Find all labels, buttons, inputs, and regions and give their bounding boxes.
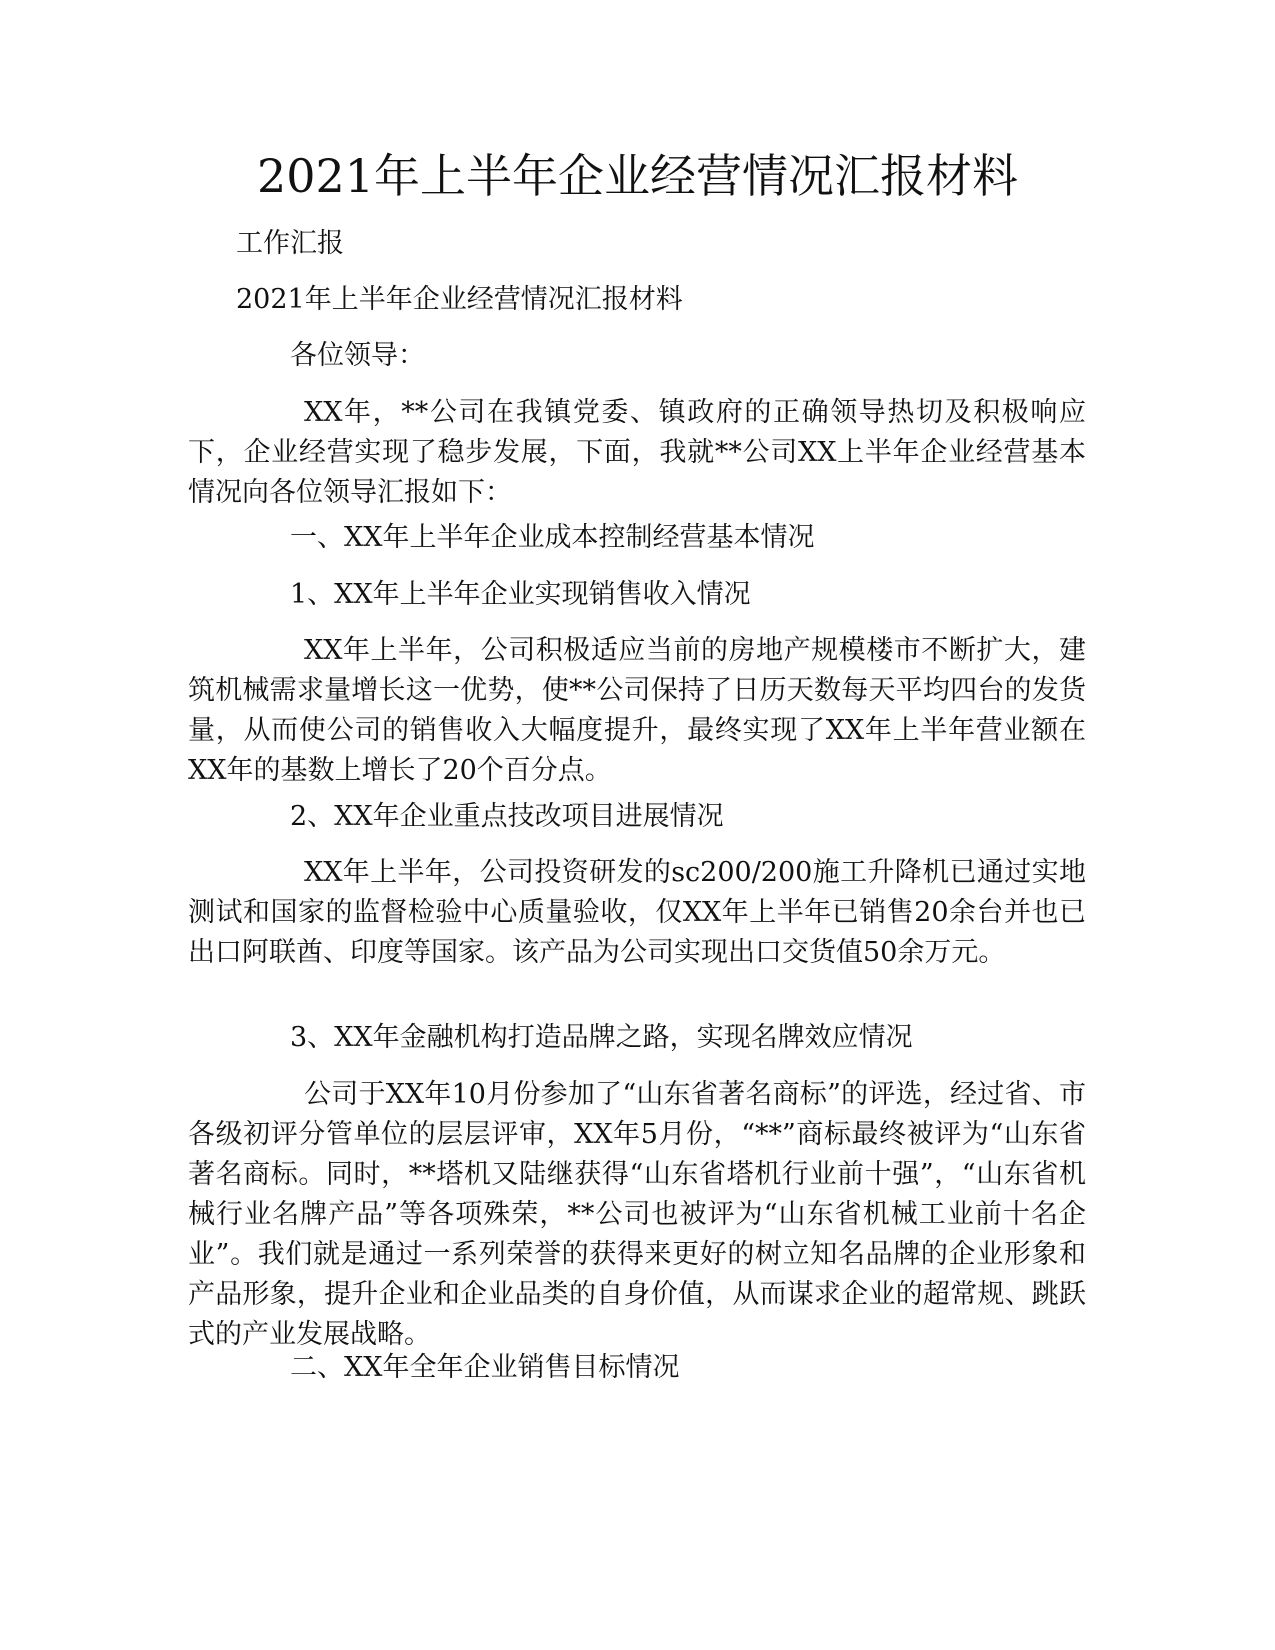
intro-paragraph: XX年，**公司在我镇党委、镇政府的正确领导热切及积极响应下，企业经营实现了稳步发展，下面，我就**公司XX上半年企业经营基本情况向各位领导汇报如下： bbox=[188, 397, 1086, 508]
document-title: 2021年上半年企业经营情况汇报材料 bbox=[256, 149, 1019, 203]
section1-heading: 一、XX年上半年企业成本控制经营基本情况 bbox=[290, 522, 815, 553]
document-subtitle: 2021年上半年企业经营情况汇报材料 bbox=[236, 284, 683, 315]
item1-paragraph: XX年上半年，公司积极适应当前的房地产规模楼市不断扩大，建筑机械需求量增长这一优势，使**公司保持了日历天数每天平均四台的发货量，从而使公司的销售收入大幅度提升，最终实现了XX年上半年营业额在XX年的基数上增长了20个百分点。 bbox=[188, 635, 1086, 786]
salutation: 各位领导： bbox=[290, 340, 425, 371]
item1-heading: 1、XX年上半年企业实现销售收入情况 bbox=[290, 579, 751, 610]
category-label: 工作汇报 bbox=[236, 228, 344, 259]
item2-heading: 2、XX年企业重点技改项目进展情况 bbox=[290, 801, 724, 832]
item2-paragraph: XX年上半年，公司投资研发的sc200/200施工升降机已通过实地测试和国家的监督检验中心质量验收，仅XX年上半年已销售20余台并也已出口阿联酋、印度等国家。该产品为公司实现出口交货值50余万元。 bbox=[188, 857, 1086, 968]
item3-heading: 3、XX年金融机构打造品牌之路，实现名牌效应情况 bbox=[290, 1022, 913, 1053]
item3-paragraph: 公司于XX年10月份参加了“山东省著名商标”的评选，经过省、市各级初评分管单位的层层评审，XX年5月份，“**”商标最终被评为“山东省著名商标。同时，**塔机又陆继获得“山东省塔机行业前十强”，“山东省机械行业名牌产品”等各项殊荣，**公司也被评为“山东省机械工业前十名企业”。我们就是通过一系列荣誉的获得来更好的树立知名品牌的企业形象和产品形象，提升企业和企业品类的自身价值，从而谋求企业的超常规、跳跃式的产业发展战略。 bbox=[188, 1079, 1086, 1350]
section2-heading: 二、XX年全年企业销售目标情况 bbox=[290, 1352, 680, 1383]
